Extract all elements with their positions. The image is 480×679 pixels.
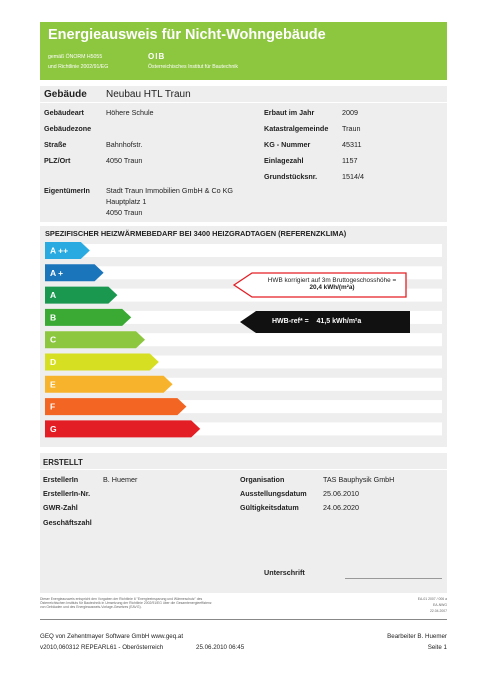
- issuer-heading: ERSTELLT: [43, 458, 83, 467]
- field-value: 24.06.2020: [323, 503, 359, 512]
- legal-note: Dieser Energieausweis entspricht den Vorgaben der Richtlinie 6 "Energieeinsparung und Wärmeschutz" des: [40, 597, 203, 601]
- field-label: Gebäudezone: [44, 124, 92, 133]
- energy-chart-panel: [40, 226, 447, 447]
- field-label: Einlagezahl: [264, 156, 304, 165]
- form-id: EA-01 2007 / 006 a: [417, 597, 447, 601]
- energy-class-bar: [45, 376, 173, 393]
- signature-label: Unterschrift: [264, 568, 305, 577]
- field-value: 1157: [342, 156, 358, 165]
- owner-line: Stadt Traun Immobilien GmbH & Co KG: [106, 186, 234, 195]
- energy-class-bar: [45, 331, 145, 348]
- building-label: Gebäude: [44, 89, 87, 100]
- energy-class-chart: [40, 226, 447, 447]
- field-value: B. Huemer: [103, 475, 138, 484]
- field-label: KG - Nummer: [264, 140, 311, 149]
- field-label: GWR-Zahl: [43, 503, 78, 512]
- form-type: EA-NWG: [433, 603, 447, 607]
- divider: [40, 469, 447, 470]
- page-title: Energieausweis für Nicht-Wohngebäude: [48, 27, 326, 43]
- energy-class-label: B: [50, 312, 57, 323]
- building-name: Neubau HTL Traun: [106, 89, 191, 100]
- directive-subtitle: und Richtlinie 2002/91/EG: [48, 64, 109, 70]
- norm-subtitle: gemäß ÖNORM H5055: [48, 54, 103, 60]
- hwb-corrected-annotation: [252, 277, 412, 291]
- field-value: TAS Bauphysik GmbH: [323, 475, 395, 484]
- field-label: Ausstellungsdatum: [240, 489, 307, 498]
- energy-class-label: F: [50, 401, 56, 412]
- institute-name: Österreichisches Institut für Bautechnik: [148, 64, 238, 70]
- hwb-corrected-line1: HWB korrigiert auf 3m Bruttogeschosshöhe =: [267, 277, 397, 284]
- energy-class-label: G: [50, 423, 57, 434]
- legal-note: Österreichischen Instituts für Bautechnik in Umsetzung der Richtlinie 2002/91/EG über die Gesamtenergieeffizienz: [40, 601, 212, 605]
- print-date: 25.06.2010 06:45: [196, 644, 245, 651]
- field-label: Katastralgemeinde: [264, 124, 329, 133]
- field-value: 45311: [342, 140, 362, 149]
- field-label: ErstellerIn: [43, 475, 79, 484]
- field-label: Grundstücksnr.: [264, 172, 318, 181]
- field-value: Höhere Schule: [106, 108, 154, 117]
- energy-class-label: A: [50, 290, 57, 301]
- field-value: 4050 Traun: [106, 156, 143, 165]
- energy-class-bar: [45, 398, 186, 415]
- energy-class-label: D: [50, 357, 57, 367]
- building-info-panel: [40, 86, 447, 222]
- field-label: PLZ/Ort: [44, 156, 71, 165]
- hwb-ref-annotation: HWB-ref* = 41,5 kWh/m²a: [272, 318, 362, 325]
- form-date: 22.04.2007: [430, 609, 447, 613]
- field-value: 25.06.2010: [323, 489, 359, 498]
- owner-label: EigentümerIn: [44, 186, 90, 195]
- field-label: Erbaut im Jahr: [264, 108, 315, 117]
- energy-class-label: A +: [50, 267, 64, 278]
- energy-class-label: A ++: [50, 245, 69, 256]
- divider: [40, 102, 447, 103]
- field-value: 2009: [342, 108, 358, 117]
- energy-class-bar: [45, 309, 131, 326]
- energy-class-label: E: [50, 379, 56, 390]
- energy-class-label: C: [50, 334, 57, 345]
- class-row-track: [45, 244, 442, 257]
- editor-name: Bearbeiter B. Huemer: [387, 633, 447, 640]
- software-credit: GEQ von Zehentmayer Software GmbH www.geq.at: [40, 633, 184, 640]
- certificate-header: [40, 22, 447, 80]
- hwb-corrected-line2: 20,4 kWh/(m²a): [309, 284, 355, 291]
- field-label: Geschäftszahl: [43, 518, 92, 527]
- issuer-panel: [40, 453, 447, 593]
- field-value: Traun: [342, 124, 361, 133]
- page-number: Seite 1: [427, 644, 447, 651]
- field-value: 1514/4: [342, 172, 364, 181]
- field-label: Organisation: [240, 475, 285, 484]
- owner-line: 4050 Traun: [106, 208, 143, 217]
- field-label: Straße: [44, 140, 67, 149]
- energy-class-bar: [45, 420, 200, 437]
- oib-logo: OIB: [148, 52, 166, 61]
- footer-divider: [40, 619, 447, 620]
- software-version: v2010,060312 REPEARL61 - Oberösterreich: [40, 644, 164, 651]
- owner-line: Hauptplatz 1: [106, 197, 147, 206]
- field-label: Gebäudeart: [44, 108, 84, 117]
- legal-note: von Gebäuden und des Energieausweis-Vorlage-Gesetzes (EAVG).: [40, 605, 142, 609]
- field-label: Gültigkeitsdatum: [240, 503, 299, 512]
- chart-title: SPEZIFISCHER HEIZWÄRMEBEDARF BEI 3400 HEIZGRADTAGEN (REFERENZKLIMA): [45, 229, 347, 238]
- field-value: Bahnhofstr.: [106, 140, 143, 149]
- signature-line: [345, 578, 442, 579]
- energy-class-bar: [45, 354, 159, 371]
- field-label: ErstellerIn-Nr.: [43, 489, 91, 498]
